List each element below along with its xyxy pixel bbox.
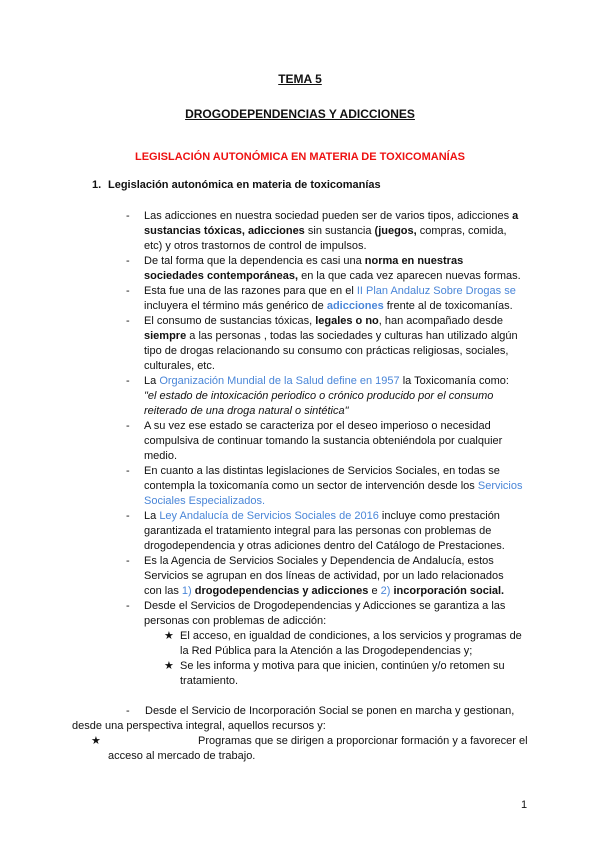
bullet-dash: - xyxy=(126,705,130,717)
subtitle: LEGISLACIÓN AUTONÓMICA EN MATERIA DE TOXICOMANÍAS xyxy=(134,151,465,163)
bullet-4-line-2: siempre a las personas , todas las sociedades y culturas han utilizado algún xyxy=(144,330,518,342)
section-title: Legislación autonómica en materia de toxicomanías xyxy=(108,179,381,191)
main-title: DROGODEPENDENCIAS Y ADICCIONES xyxy=(185,107,415,121)
bullet-4-line-3: tipo de drogas relacionando su consumo con prácticas religiosas, sociales, xyxy=(144,345,509,357)
link-plan-andaluz[interactable]: II Plan Andaluz Sobre Drogas se xyxy=(356,285,516,297)
bullet-dash: - xyxy=(126,255,130,267)
bullet-5-line-3: reiterado de una droga natural o sintética" xyxy=(144,405,349,417)
bullet-4-line-1: El consumo de sustancias tóxicas, legales o no, han acompañado desde xyxy=(144,315,503,327)
bullet-7-line-1: En cuanto a las distintas legislaciones de Servicios Sociales, en todas se xyxy=(144,465,500,477)
bullet-2-line-1: De tal forma que la dependencia es casi una norma en nuestras xyxy=(144,255,464,267)
bullet-1-line-1: Las adicciones en nuestra sociedad pueden ser de varios tipos, adicciones a xyxy=(144,210,519,222)
bullet-9-line-1: Es la Agencia de Servicios Sociales y Dependencia de Andalucía, estos xyxy=(144,555,494,567)
bullet-10-line-2: personas con problemas de adicción: xyxy=(144,615,327,627)
bullet-1-line-2: sustancias tóxicas, adicciones sin sustancia (juegos, compras, comida, xyxy=(144,225,507,237)
bullet-6-line-3: medio. xyxy=(144,450,178,462)
link-ley-andalucia[interactable]: Ley Andalucía de Servicios Sociales de 2016 xyxy=(159,510,379,522)
bullet-3-line-1: Esta fue una de las razones para que en el II Plan Andaluz Sobre Drogas se xyxy=(144,285,516,297)
star-3-line-1: Programas que se dirigen a proporcionar formación y a favorecer el xyxy=(198,735,528,747)
section-number: 1. xyxy=(92,179,102,191)
star-1-line-1: El acceso, en igualdad de condiciones, a los servicios y programas de xyxy=(180,630,522,642)
bullet-dash: - xyxy=(126,465,130,477)
link-servicios[interactable]: Servicios xyxy=(477,480,523,492)
star-2-line-1: Se les informa y motiva para que inicien, continúen y/o retomen su xyxy=(180,660,505,672)
star-icon: ★ xyxy=(164,660,174,672)
bullet-9-line-2: Servicios se agrupan en dos líneas de actividad, por un lado relacionados xyxy=(144,570,504,582)
star-icon: ★ xyxy=(91,735,101,747)
bullet-11-line-1: Desde el Servicio de Incorporación Social se ponen en marcha y gestionan, xyxy=(145,705,515,717)
star-2-line-2: tratamiento. xyxy=(180,675,239,687)
star-icon: ★ xyxy=(164,630,174,642)
bullet-10-line-1: Desde el Servicios de Drogodependencias y Adicciones se garantiza a las xyxy=(144,600,506,612)
link-oms[interactable]: Organización Mundial de la Salud define en 1957 xyxy=(159,375,400,387)
bullet-4-line-4: culturales, etc. xyxy=(144,360,215,372)
bullet-dash: - xyxy=(126,315,130,327)
link-adicciones[interactable]: adicciones xyxy=(326,300,384,312)
star-1-line-2: la Red Pública para la Atención a las Drogodependencias y; xyxy=(180,645,473,657)
star-3-line-2: acceso al mercado de trabajo. xyxy=(108,750,256,762)
bullet-6-line-1: A su vez ese estado se caracteriza por el deseo imperioso o necesidad xyxy=(144,420,491,432)
tema-title: TEMA 5 xyxy=(278,72,322,86)
bullet-dash: - xyxy=(126,210,130,222)
bullet-8-line-1: La Ley Andalucía de Servicios Sociales de 2016 incluye como prestación xyxy=(144,510,500,522)
bullet-dash: - xyxy=(126,420,130,432)
bullet-dash: - xyxy=(126,600,130,612)
bullet-dash: - xyxy=(126,285,130,297)
bullet-dash: - xyxy=(126,375,130,387)
bullet-2-line-2: sociedades contemporáneas, en la que cada vez aparecen nuevas formas. xyxy=(144,270,521,282)
bullet-1-line-3: etc) y otros trastornos de control de impulsos. xyxy=(144,240,367,252)
bullet-dash: - xyxy=(126,555,130,567)
bullet-3-line-2: incluyera el término más genérico de adicciones frente al de toxicomanías. xyxy=(144,300,513,312)
bullet-8-line-3: drogodependencia y otras adiciones dentro del Catálogo de Prestaciones. xyxy=(144,540,505,552)
bullet-6-line-2: compulsiva de continuar tomando la sustancia obteniéndola por cualquier xyxy=(144,435,503,447)
bullet-5-line-2: "el estado de intoxicación periodico o crónico producido por el consumo xyxy=(144,390,494,402)
bullet-11-line-2: desde una perspectiva integral, aquellos recursos y: xyxy=(72,720,326,732)
bullet-5-line-1: La Organización Mundial de la Salud define en 1957 la Toxicomanía como: xyxy=(144,375,509,387)
bullet-9-line-3: con las 1) drogodependencias y adicciones e 2) incorporación social. xyxy=(144,585,505,597)
bullet-7-line-2: contempla la toxicomanía como un sector de intervención desde los Servicios xyxy=(144,480,523,492)
bullet-8-line-2: garantizada el tratamiento integral para las personas con problemas de xyxy=(144,525,492,537)
link-sociales-especializados[interactable]: Sociales Especializados. xyxy=(144,495,266,507)
bullet-dash: - xyxy=(126,510,130,522)
page-number: 1 xyxy=(521,799,528,811)
